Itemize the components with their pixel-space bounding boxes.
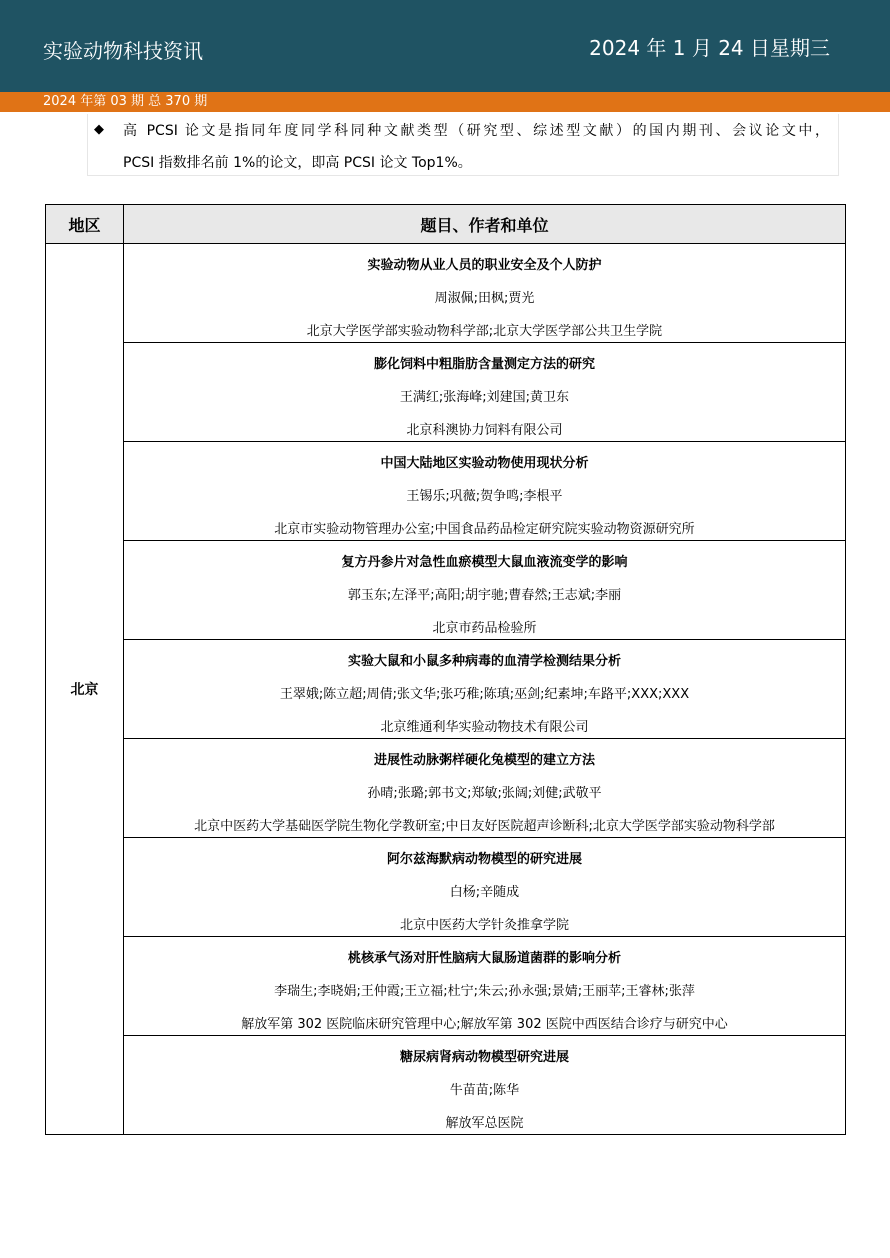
paper-authors: 李瑞生;李晓娟;王仲霞;王立福;杜宁;朱云;孙永强;景婧;王丽苹;王睿林;张萍 bbox=[274, 984, 695, 999]
paper-entry bbox=[124, 640, 846, 739]
paper-affiliation: 北京中医药大学基础医学院生物化学教研室;中日友好医院超声诊断科;北京大学医学部实验动物科学部 bbox=[194, 819, 775, 834]
paper-title: 复方丹参片对急性血瘀模型大鼠血液流变学的影响 bbox=[341, 555, 628, 570]
table-row bbox=[46, 838, 846, 937]
paper-affiliation: 北京中医药大学针灸推拿学院 bbox=[399, 918, 569, 933]
header-region: 地区 bbox=[46, 205, 124, 244]
table-body bbox=[46, 244, 846, 1135]
note-box bbox=[87, 114, 839, 176]
diamond-bullet-icon: ◆ bbox=[94, 122, 104, 137]
header-title-authors-org: 题目、作者和单位 bbox=[124, 205, 846, 244]
publication-title: 实验动物科技资讯 bbox=[43, 39, 203, 63]
table-header-row bbox=[46, 205, 846, 244]
table-row bbox=[46, 739, 846, 838]
paper-title: 进展性动脉粥样硬化兔模型的建立方法 bbox=[373, 753, 595, 768]
table-row bbox=[46, 640, 846, 739]
paper-title: 糖尿病肾病动物模型研究进展 bbox=[399, 1050, 569, 1065]
table-row bbox=[46, 541, 846, 640]
note-text-line-1: 高 PCSI 论文是指同年度同学科同种文献类型（研究型、综述型文献）的国内期刊、会议论文中， bbox=[123, 123, 829, 139]
paper-entry bbox=[124, 442, 846, 541]
paper-affiliation: 北京科澳协力饲料有限公司 bbox=[406, 423, 563, 438]
paper-entry bbox=[124, 937, 846, 1036]
paper-authors: 王满红;张海峰;刘建国;黄卫东 bbox=[399, 390, 570, 405]
paper-affiliation: 北京维通利华实验动物技术有限公司 bbox=[380, 720, 589, 735]
paper-entry bbox=[124, 739, 846, 838]
paper-title: 阿尔兹海默病动物模型的研究进展 bbox=[386, 852, 582, 867]
issue-bar bbox=[0, 92, 890, 112]
paper-authors: 王锡乐;巩薇;贺争鸣;李根平 bbox=[406, 489, 563, 504]
paper-affiliation: 北京市药品检验所 bbox=[432, 621, 537, 636]
table-row bbox=[46, 343, 846, 442]
paper-title: 中国大陆地区实验动物使用现状分析 bbox=[380, 456, 589, 471]
paper-affiliation: 北京大学医学部实验动物科学部;北京大学医学部公共卫生学院 bbox=[306, 324, 663, 339]
paper-entry bbox=[124, 541, 846, 640]
paper-title: 桃核承气汤对肝性脑病大鼠肠道菌群的影响分析 bbox=[347, 951, 621, 966]
paper-title: 实验大鼠和小鼠多种病毒的血清学检测结果分析 bbox=[347, 654, 621, 669]
table-row bbox=[46, 937, 846, 1036]
table-row bbox=[46, 244, 846, 343]
note-text-line-2: PCSI 指数排名前 1%的论文，即高 PCSI 论文 Top1%。 bbox=[123, 155, 472, 171]
paper-authors: 牛苗苗;陈华 bbox=[449, 1083, 520, 1098]
table-row bbox=[46, 1036, 846, 1135]
paper-entry bbox=[124, 1036, 846, 1135]
issue-number: 2024 年第 03 期 总 370 期 bbox=[43, 94, 208, 109]
paper-authors: 王翠娥;陈立超;周倩;张文华;张巧稚;陈瑱;巫剑;纪素坤;车路平;XXX;XXX bbox=[279, 687, 690, 702]
paper-authors: 周淑佩;田枫;贾光 bbox=[434, 291, 535, 306]
paper-authors: 孙晴;张璐;郭书文;郑敏;张阔;刘健;武敬平 bbox=[367, 786, 602, 801]
publications-table bbox=[45, 204, 846, 1135]
table-row bbox=[46, 442, 846, 541]
paper-affiliation: 北京市实验动物管理办公室;中国食品药品检定研究院实验动物资源研究所 bbox=[274, 522, 695, 537]
paper-authors: 白杨;辛随成 bbox=[449, 885, 520, 900]
issue-date: 2024 年 1 月 24 日星期三 bbox=[589, 36, 830, 60]
region-cell: 北京 bbox=[46, 244, 124, 1135]
paper-entry bbox=[124, 244, 846, 343]
paper-authors: 郭玉东;左泽平;高阳;胡宇驰;曹春然;王志斌;李丽 bbox=[347, 588, 622, 603]
paper-entry bbox=[124, 838, 846, 937]
header-bar bbox=[0, 0, 890, 92]
paper-title: 膨化饲料中粗脂肪含量测定方法的研究 bbox=[373, 357, 595, 372]
paper-affiliation: 解放军第 302 医院临床研究管理中心;解放军第 302 医院中西医结合诊疗与研究中心 bbox=[241, 1017, 728, 1032]
paper-title: 实验动物从业人员的职业安全及个人防护 bbox=[367, 258, 602, 273]
paper-affiliation: 解放军总医院 bbox=[445, 1116, 524, 1131]
paper-entry bbox=[124, 343, 846, 442]
